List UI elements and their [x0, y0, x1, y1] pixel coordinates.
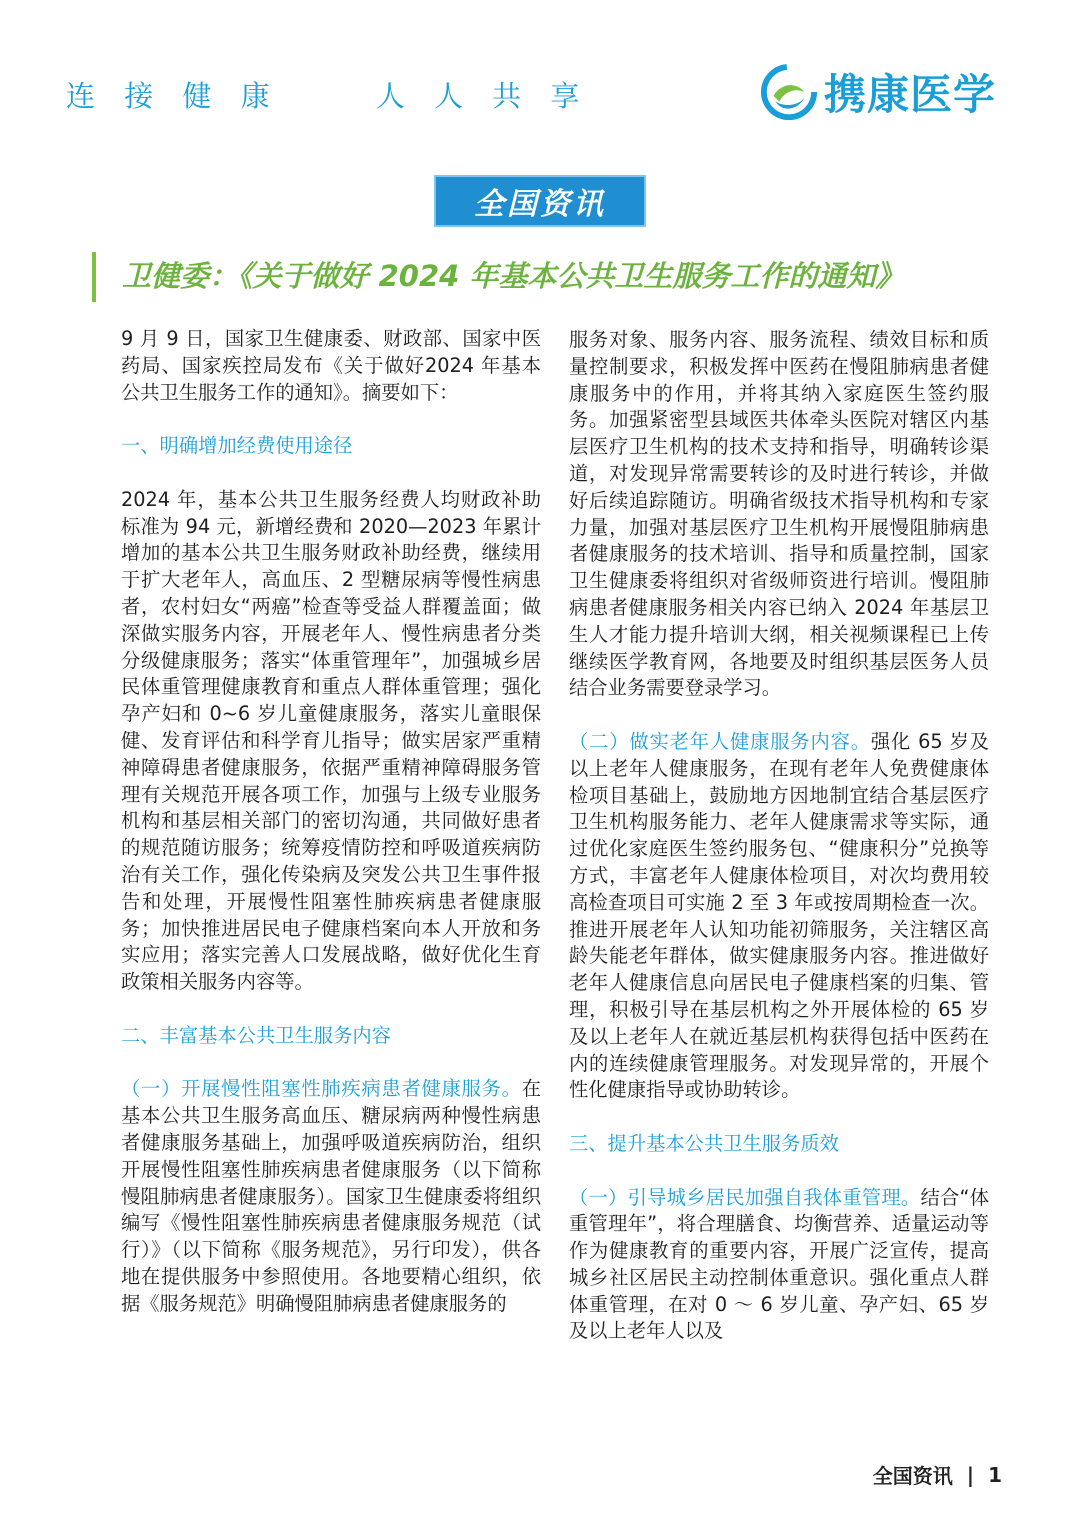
footer-separator: | [966, 1462, 975, 1487]
subsection-2-paragraph [569, 729, 989, 1104]
section-heading-2: 二、丰富基本公共卫生服务内容 [121, 1023, 391, 1047]
logo-text: 携康医学 [824, 70, 997, 119]
article-headline: 卫健委：《关于做好 2024 年基本公共卫生服务工作的通知》 [122, 259, 905, 293]
subsection-1-body: 在基本公共卫生服务高血压、糖尿病两种慢性病患者健康服务基础上，加强呼吸道疾病防治，组织开展慢性阻塞性肺疾病患者健康服务（以下简称慢阻肺病患者健康服务）。国家卫生健康委将组织编写《慢性阻塞性肺疾病患者健康服务规范（试行）》（以下简称《服务规范》，另行印发），供各地在提供服务中参照使用。各地要精心组织，依据《服务规范》明确慢阻肺病患者健康服务的 [121, 1077, 541, 1315]
subsection-3-body: 结合“体重管理年”，将合理膳食、均衡营养、适量运动等作为健康教育的重要内容，开展广泛宣传，提高城乡社区居民主动控制体重意识。强化重点人群体重管理，在对 0 ～ 6 岁儿童、孕产妇、65 岁及以上老年人以及 [569, 1185, 989, 1343]
page-number: 1 [988, 1462, 1002, 1487]
logo-icon [760, 63, 818, 121]
subsection-1-paragraph [121, 1076, 541, 1317]
footer-section-label: 全国资讯 [872, 1464, 953, 1488]
brand-logo [760, 62, 996, 122]
subsection-3-paragraph [569, 1185, 989, 1346]
slogan: 连 接 健 康 人 人 共 享 [66, 79, 590, 113]
subsection-2-body: 强化 65 岁及以上老年人健康服务，在现有老年人免费健康体检项目基础上，鼓励地方因地制宜结合基层医疗卫生机构服务能力、老年人健康需求等实际，通过优化家庭医生签约服务包、“健康积分”兑换等方式，丰富老年人健康体检项目，对次均费用较高检查项目可实施 2 至 3 年或按周期检查一次。推进开展老年人认知功能初筛服务，关注辖区高龄失能老年群体，做实健康服务内容。推进做好老年人健康信息向居民电子健康档案的归集、管理，积极引导在基层机构之外开展体检的 65 岁及以上老年人在就近基层机构获得包括中医药在内的连续健康管理服务。对发现异常的，开展个性化健康指导或协助转诊。 [569, 729, 990, 1102]
subsection-1-title: （一）开展慢性阻塞性肺疾病患者健康服务。 [121, 1077, 522, 1101]
subsection-2-title: （二）做实老年人健康服务内容。 [569, 729, 871, 753]
headline-accent-bar [92, 252, 96, 302]
intro-paragraph: 9 月 9 日，国家卫生健康委、财政部、国家中医药局、国家疾控局发布《关于做好2024 年基本公共卫生服务工作的通知》。摘要如下： [121, 327, 541, 404]
section-1-paragraph: 2024 年，基本公共卫生服务经费人均财政补助标准为 94 元，新增经费和 2020—2023 年累计增加的基本公共卫生服务财政补助经费，继续用于扩大老年人，高血压、2 型糖尿病等慢性病患者，农村妇女“两癌”检查等受益人群覆盖面；做深做实服务内容，开展老年人、慢性病患者分类分级健康服务；落实“体重管理年”，加强城乡居民体重管理健康教育和重点人群体重管理；强化孕产妇和 0~6 岁儿童健康服务，落实儿童眼保健、发育评估和科学育儿指导；做实居家严重精神障碍患者健康服务，依据严重精神障碍服务管理有关规范开展各项工作，加强与上级专业服务机构和基层相关部门的密切沟通，共同做好患者的规范随访服务；统筹疫情防控和呼吸道疾病防治有关工作，强化传染病及突发公共卫生事件报告和处理，开展慢性阻塞性肺疾病患者健康服务；加快推进居民电子健康档案向本人开放和务实应用；落实完善人口发展战略，做好优化生育政策相关服务内容等。 [121, 487, 541, 994]
left-column [121, 326, 541, 1317]
page-footer [873, 1460, 1002, 1489]
right-column [569, 327, 989, 1345]
subsection-1-continued: 服务对象、服务内容、服务流程、绩效目标和质量控制要求，积极发挥中医药在慢阻肺病患者健康服务中的作用，并将其纳入家庭医生签约服务。加强紧密型县域医共体牵头医院对辖区内基层医疗卫生机构的技术支持和指导，明确转诊渠道，对发现异常需要转诊的及时进行转诊，并做好后续追踪随访。明确省级技术指导机构和专家力量，加强对基层医疗卫生机构开展慢阻肺病患者健康服务的技术培训、指导和质量控制，国家卫生健康委将组织对省级师资进行培训。慢阻肺病患者健康服务相关内容已纳入 2024 年基层卫生人才能力提升培训大纲，相关视频课程已上传继续医学教育网，各地要及时组织基层医务人员结合业务需要登录学习。 [569, 328, 989, 700]
section-tag-label: 全国资讯 [474, 187, 606, 222]
section-heading-1: 一、明确增加经费使用途径 [121, 434, 353, 458]
section-heading-3: 三、提升基本公共卫生服务质效 [569, 1131, 839, 1155]
section-tag [434, 175, 646, 227]
subsection-3-title: （一）引导城乡居民加强自我体重管理。 [569, 1185, 921, 1209]
